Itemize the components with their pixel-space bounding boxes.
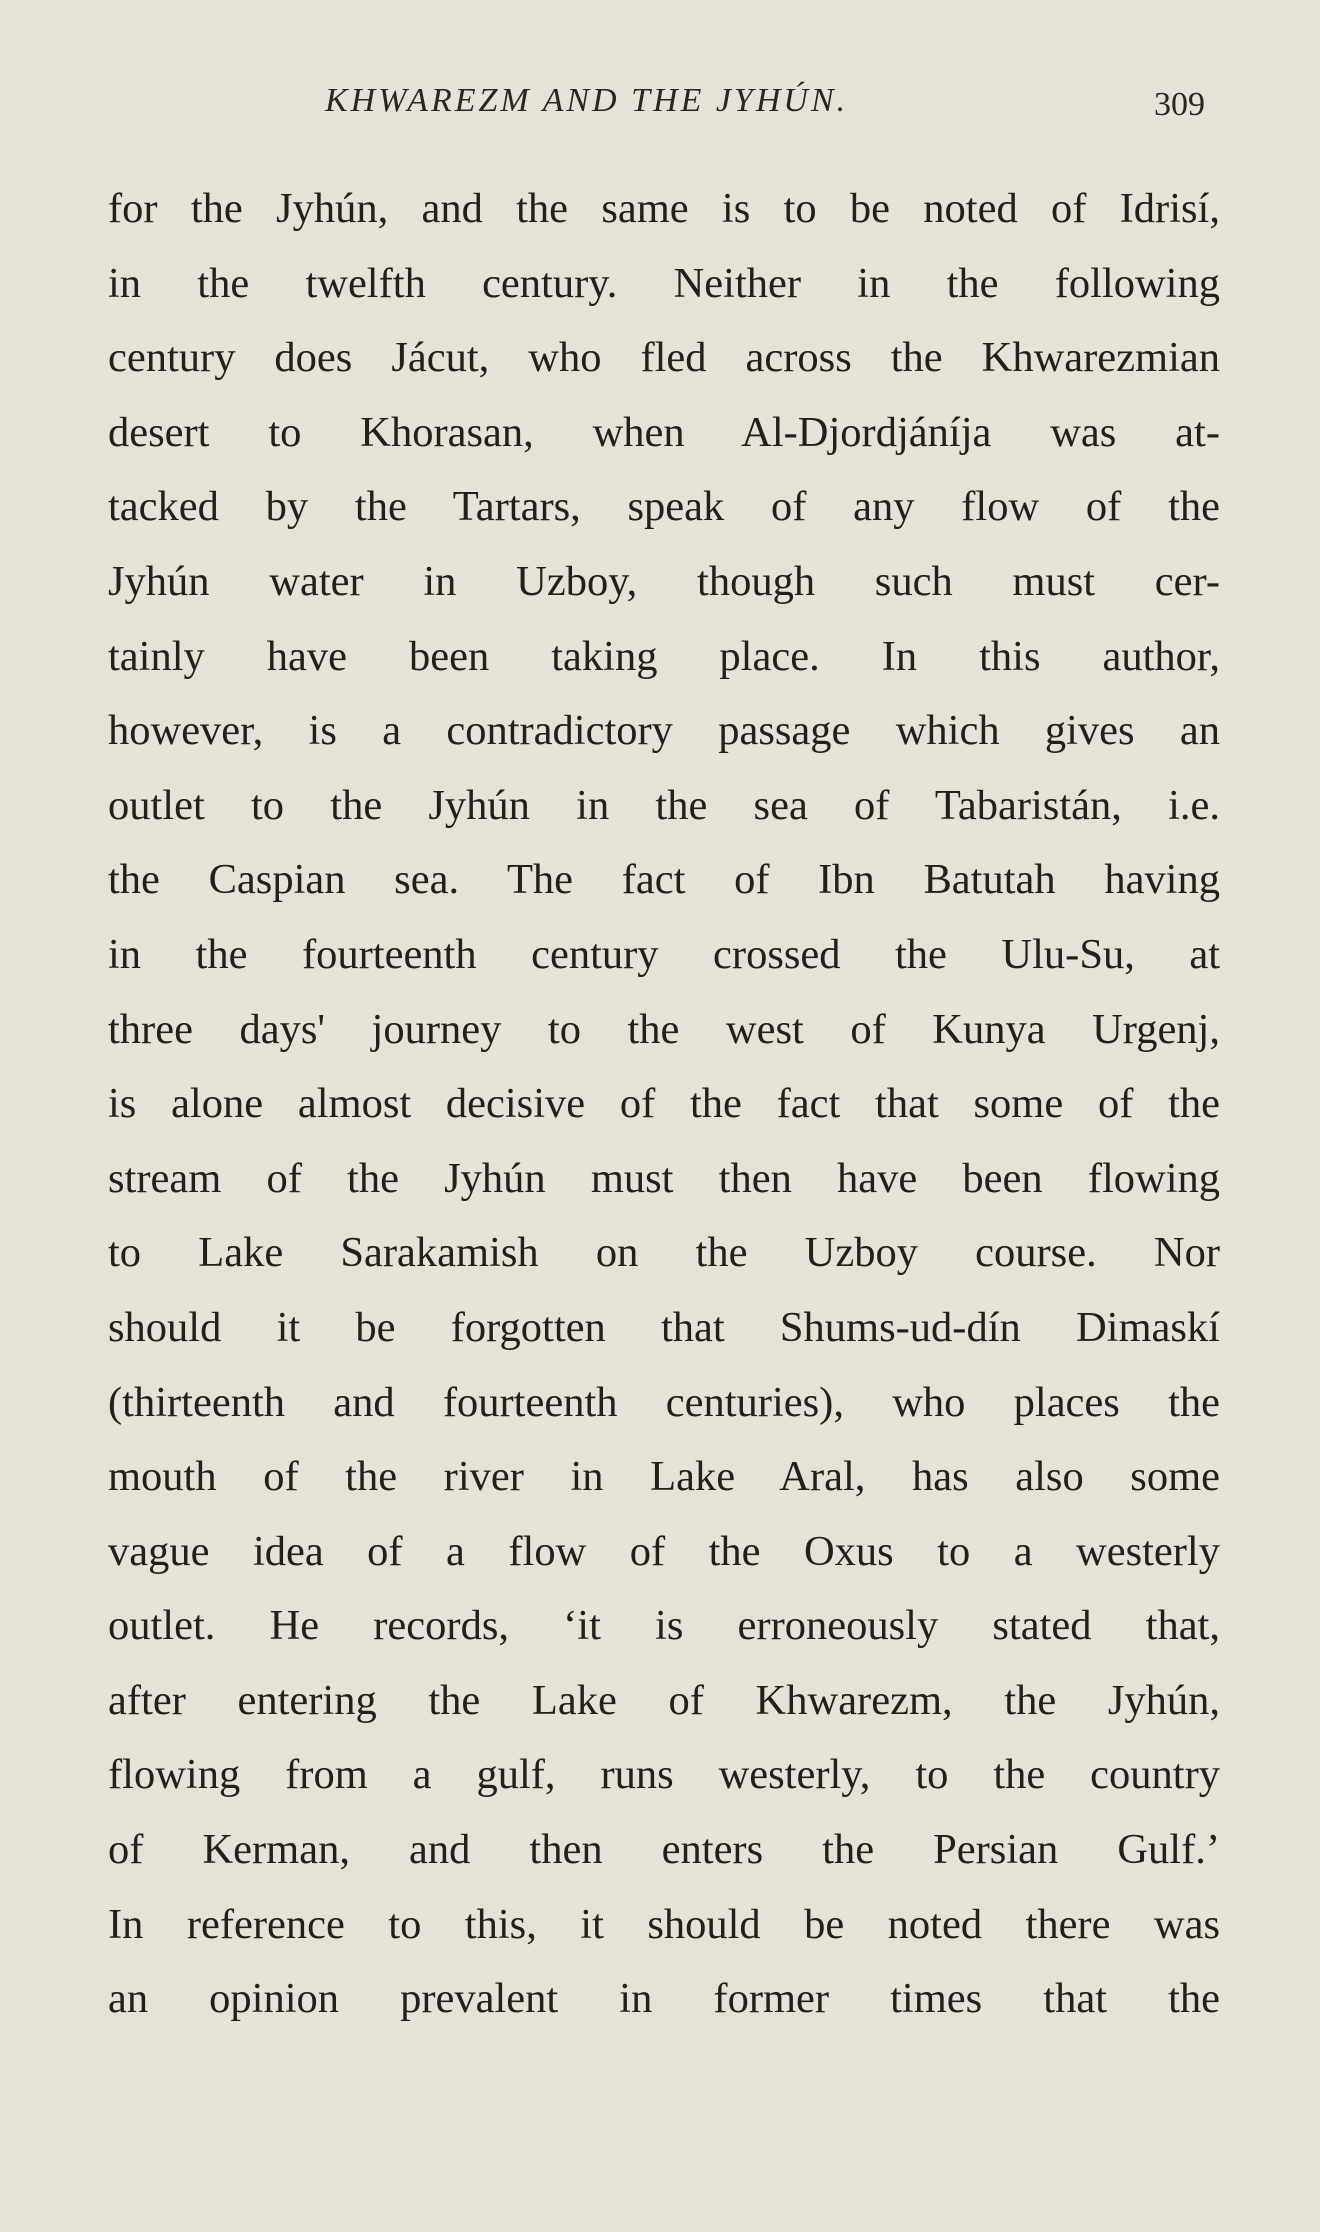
text-line: is alone almost decisive of the fact that some of the xyxy=(108,1080,1220,1128)
running-head xyxy=(110,82,1220,132)
page-number: 309 xyxy=(1154,86,1205,123)
text-line: outlet. He records, ‘it is erroneously stated that, xyxy=(108,1602,1220,1650)
text-line: vague idea of a flow of the Oxus to a westerly xyxy=(108,1527,1220,1575)
text-line: desert to Khorasan, when Al-Djordjáníja was at- xyxy=(108,408,1220,456)
text-line: outlet to the Jyhún in the sea of Tabaristán, i.e. xyxy=(108,781,1220,829)
text-line: in the twelfth century. Neither in the following xyxy=(108,259,1220,307)
text-line: after entering the Lake of Khwarezm, the Jyhún, xyxy=(108,1676,1220,1724)
text-line: however, is a contradictory passage which gives an xyxy=(108,707,1220,755)
text-line: in the fourteenth century crossed the Ulu-Su, at xyxy=(108,930,1220,978)
text-line: three days' journey to the west of Kunya Urgenj, xyxy=(108,1005,1220,1053)
text-line: century does Jácut, who fled across the Khwarezmian xyxy=(108,334,1220,382)
running-title: KHWAREZM AND THE JYHÚN. xyxy=(325,82,849,119)
text-line: Jyhún water in Uzboy, though such must cer- xyxy=(108,557,1220,605)
text-line: an opinion prevalent in former times that the xyxy=(108,1975,1220,2023)
text-line: flowing from a gulf, runs westerly, to the country xyxy=(108,1751,1220,1799)
text-line: tacked by the Tartars, speak of any flow of the xyxy=(108,483,1220,531)
text-line: mouth of the river in Lake Aral, has also some xyxy=(108,1453,1220,1501)
text-line: the Caspian sea. The fact of Ibn Batutah having xyxy=(108,856,1220,904)
text-line: (thirteenth and fourteenth centuries), who places the xyxy=(108,1378,1220,1426)
text-line: should it be forgotten that Shums-ud-dín Dimaskí xyxy=(108,1303,1220,1351)
text-line: stream of the Jyhún must then have been flowing xyxy=(108,1154,1220,1202)
text-line: tainly have been taking place. In this author, xyxy=(108,632,1220,680)
body-text xyxy=(108,172,1220,2037)
text-line: to Lake Sarakamish on the Uzboy course. Nor xyxy=(108,1229,1220,1277)
text-line: of Kerman, and then enters the Persian Gulf.’ xyxy=(108,1826,1220,1874)
text-line: In reference to this, it should be noted there was xyxy=(108,1900,1220,1948)
text-line: for the Jyhún, and the same is to be noted of Idrisí, xyxy=(108,185,1220,232)
